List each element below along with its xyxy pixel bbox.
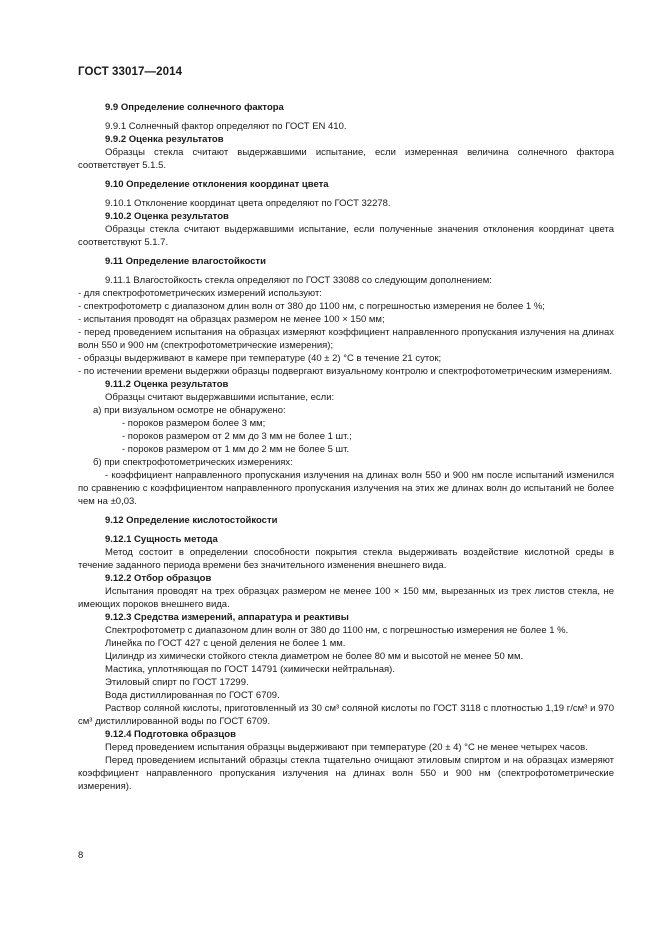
paragraph: Испытания проводят на трех образцах размером не менее 100 × 150 мм, вырезанных из трех листов стекла, не имеющих пороков внешнего вида. (78, 586, 614, 610)
document-body (78, 95, 614, 793)
paragraph: б) при спектрофотометрических измерениях: (93, 457, 293, 468)
paragraph: 9.9.1 Солнечный фактор определяют по ГОСТ EN 410. (105, 121, 347, 132)
paragraph: - пороков размером от 2 мм до 3 мм не более 1 шт.; (122, 431, 352, 442)
paragraph: - образцы выдерживают в камере при температуре (40 ± 2) °С в течение 21 суток; (78, 353, 442, 364)
paragraph: Линейка по ГОСТ 427 с ценой деления не более 1 мм. (105, 638, 346, 649)
paragraph: Раствор соляной кислоты, приготовленный из 30 см³ соляной кислоты по ГОСТ 3118 с плотностью 1,19 г/см³ и 970 см³ дистиллированной воды по ГОСТ 6709. (78, 703, 614, 727)
section-heading: 9.12 Определение кислотостойкости (105, 515, 278, 526)
section-heading: 9.12.4 Подготовка образцов (105, 729, 236, 740)
paragraph: Мастика, уплотняющая по ГОСТ 14791 (химически нейтральная). (105, 664, 395, 675)
paragraph: 9.10.1 Отклонение координат цвета определяют по ГОСТ 32278. (105, 198, 391, 209)
paragraph: - для спектрофотометрических измерений используют: (78, 288, 322, 299)
paragraph: Перед проведением испытаний образцы стекла тщательно очищают этиловым спиртом и на образцах измеряют коэффициент направленного пропускания излучения на длинах волн 550 и 900 нм (спектрофотометрические измерения). (78, 755, 614, 792)
document-header: ГОСТ 33017—2014 (78, 66, 183, 78)
paragraph: а) при визуальном осмотре не обнаружено: (93, 405, 286, 416)
section-heading: 9.9 Определение солнечного фактора (105, 102, 284, 113)
paragraph: Перед проведением испытания образцы выдерживают при температуре (20 ± 4) °С не менее четырех часов. (105, 742, 588, 753)
section-heading: 9.12.1 Сущность метода (105, 534, 218, 545)
paragraph: - коэффициент направленного пропускания излучения на длинах волн 550 и 900 нм после испытаний изменился по сравнению с коэффициентом направленного пропускания излучения на этих же длинах волн до испытаний не более чем на ±0,03. (78, 470, 614, 507)
paragraph: Этиловый спирт по ГОСТ 17299. (105, 677, 249, 688)
section-heading: 9.10 Определение отклонения координат цвета (105, 179, 329, 190)
paragraph: Метод состоит в определении способности покрытия стекла выдерживать воздействие кислотной среды в течение заданного периода времени без значительного изменения внешнего вида. (78, 547, 614, 571)
paragraph: - перед проведением испытания на образцах измеряют коэффициент направленного пропускания излучения на длинах волн 550 и 900 нм (спектрофотометрические измерения); (78, 327, 614, 351)
paragraph: Цилиндр из химически стойкого стекла диаметром не более 80 мм и высотой не менее 50 мм. (105, 651, 524, 662)
paragraph: Образцы считают выдержавшими испытание, если: (105, 392, 335, 403)
paragraph: Вода дистиллированная по ГОСТ 6709. (105, 690, 280, 701)
paragraph: Образцы стекла считают выдержавшими испытание, если измеренная величина солнечного фактора соответствует 5.1.5. (78, 147, 614, 171)
section-heading: 9.11 Определение влагостойкости (105, 256, 266, 267)
paragraph: Спектрофотометр с диапазоном длин волн от 380 до 1100 нм, с погрешностью измерения не более 1 %. (105, 625, 569, 636)
paragraph: 9.11.1 Влагостойкость стекла определяют по ГОСТ 33088 со следующим дополнением: (105, 275, 492, 286)
page-number: 8 (78, 850, 84, 861)
paragraph: - спектрофотометр с диапазоном длин волн от 380 до 1100 нм, с погрешностью измерения не более 1 %; (78, 301, 545, 312)
paragraph: - испытания проводят на образцах размером не менее 100 × 150 мм; (78, 314, 385, 325)
section-heading: 9.10.2 Оценка результатов (105, 211, 229, 222)
paragraph: - пороков размером более 3 мм; (122, 418, 266, 429)
paragraph: - пороков размером от 1 мм до 2 мм не более 5 шт. (122, 444, 350, 455)
section-heading: 9.9.2 Оценка результатов (105, 134, 224, 145)
section-heading: 9.12.3 Средства измерений, аппаратура и реактивы (105, 612, 349, 623)
paragraph: - по истечении времени выдержки образцы подвергают визуальному контролю и спектрофотометрическим измерениям. (78, 366, 613, 377)
paragraph: Образцы стекла считают выдержавшими испытание, если полученные значения отклонения координат цвета соответствуют 5.1.7. (78, 224, 614, 248)
section-heading: 9.11.2 Оценка результатов (105, 379, 229, 390)
section-heading: 9.12.2 Отбор образцов (105, 573, 212, 584)
